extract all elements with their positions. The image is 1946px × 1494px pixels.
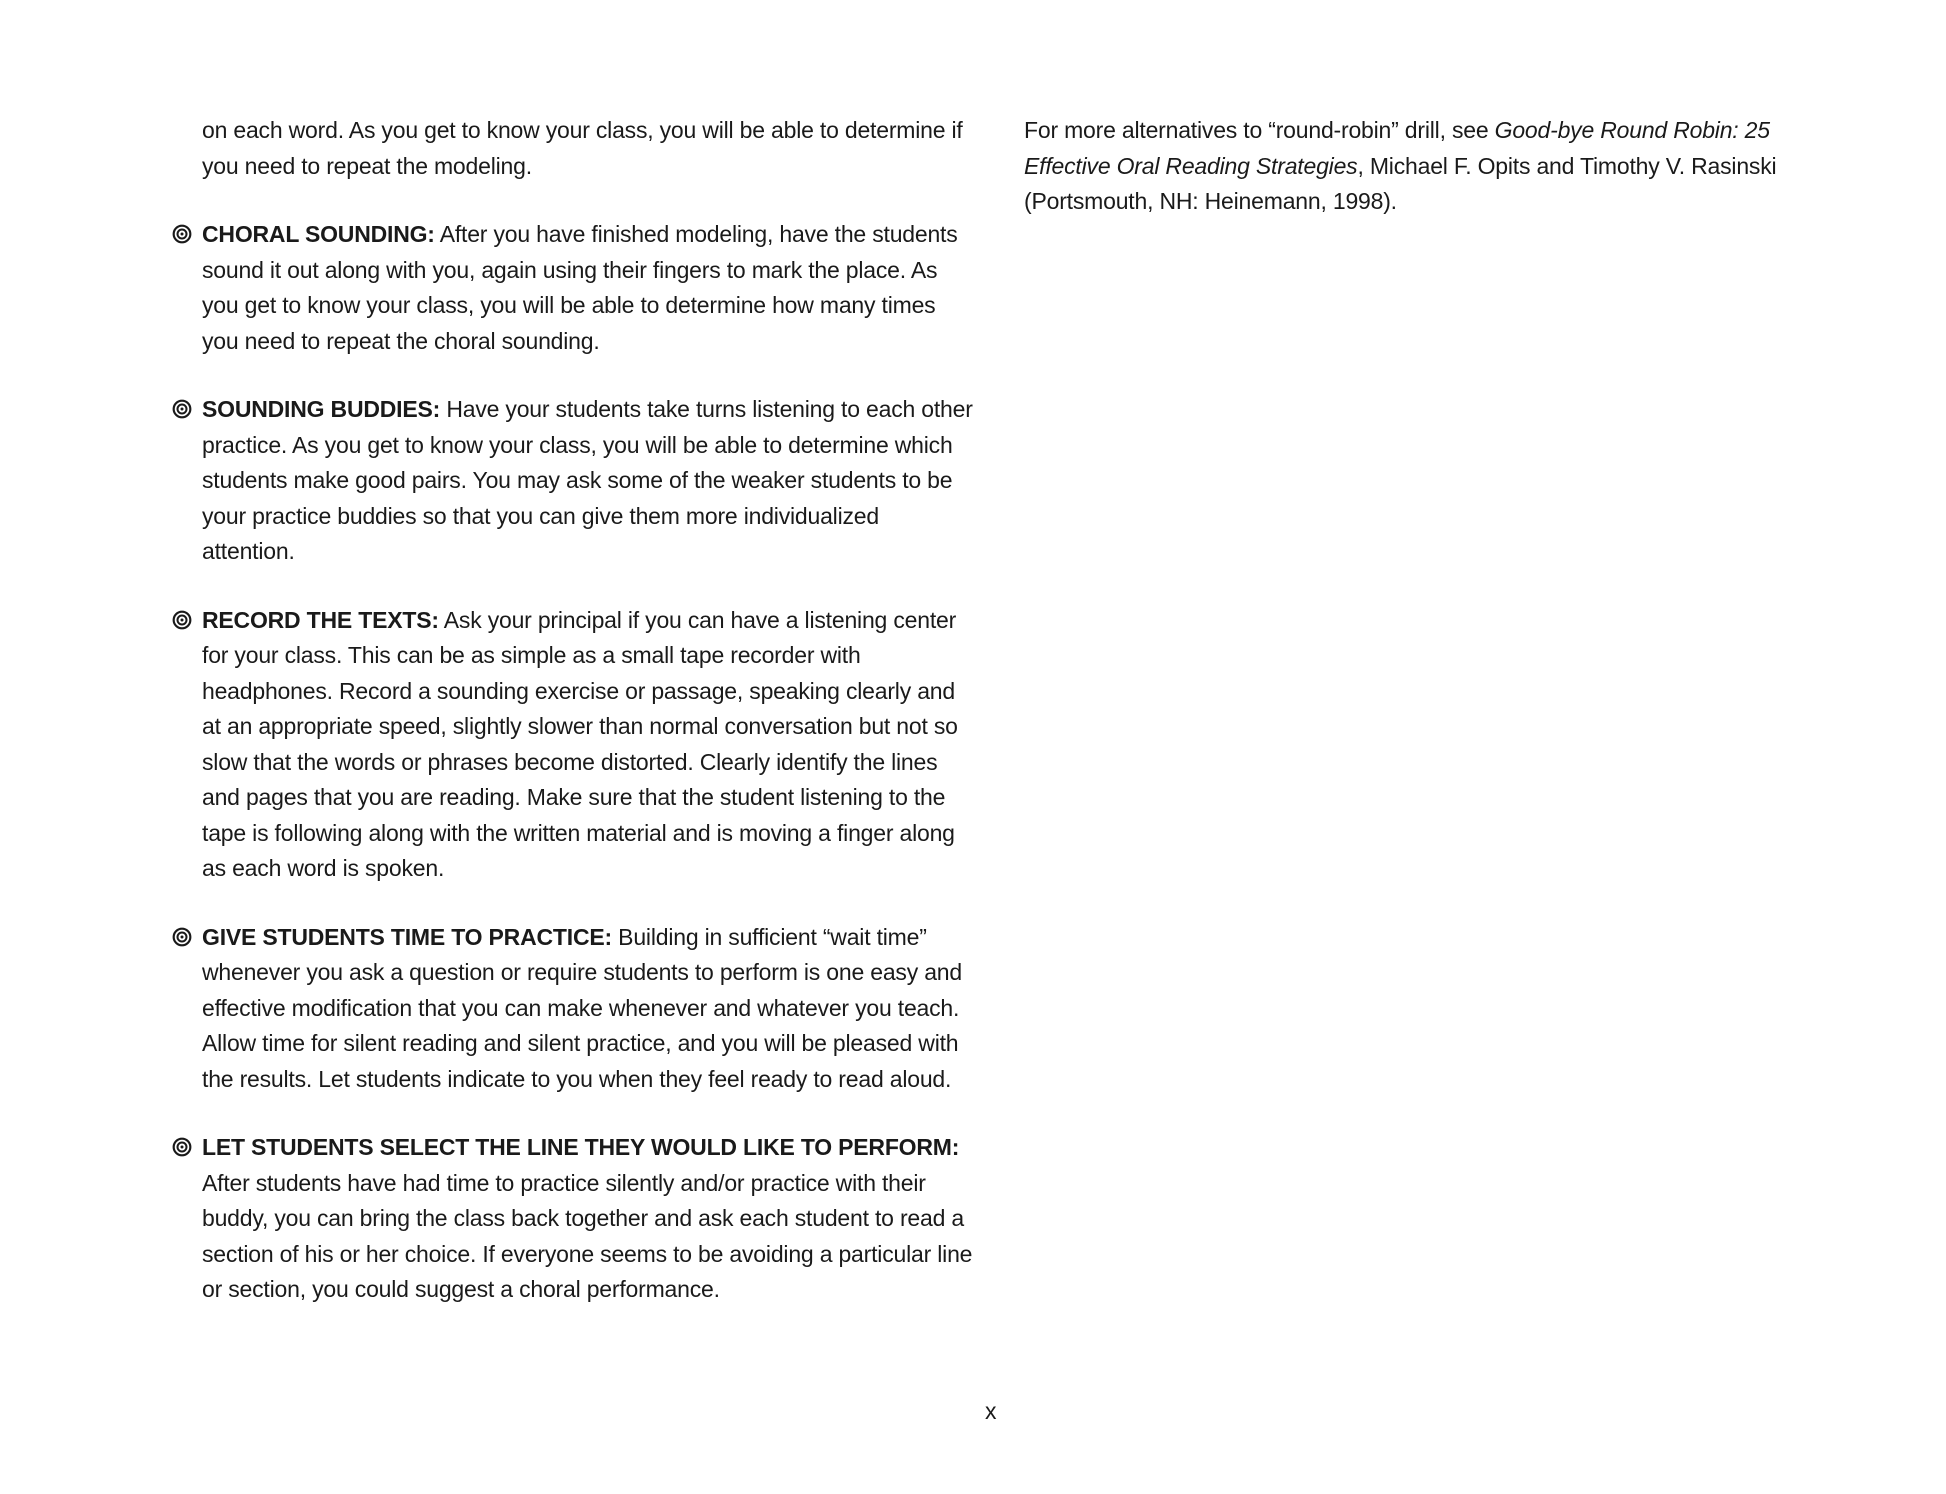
left-text-column: [162, 113, 974, 1308]
reference-book-title: Good-bye Round Robin: 25 Effective Oral Reading Strategies: [1024, 117, 1770, 179]
list-item: [162, 392, 974, 570]
item-body: Ask your principal if you can have a listening center for your class. This can be as simple as a small tape recorder with headphones. Record a sounding exercise or passage, speaking clearly and at an appropriate speed, slightly slower than normal conversation but not so slow that the words or phrases become distorted. Clearly identify the lines and pages that you are reading. Make sure that the student listening to the tape is following along with the written material and is moving a finger along as each word is spoken.: [202, 606, 958, 881]
reference-paragraph: [1024, 113, 1806, 220]
list-item: [162, 217, 974, 359]
reference-prefix: For more alternatives to “round-robin” drill, see: [1024, 117, 1495, 143]
bullseye-icon: [172, 610, 192, 630]
page-number: x: [985, 1398, 997, 1424]
right-text-column: [1024, 113, 1806, 220]
list-item: [162, 603, 974, 887]
bullseye-icon: [172, 399, 192, 419]
item-body: After you have finished modeling, have the students sound it out along with you, again using their fingers to mark the place. As you get to know your class, you will be able to determine how many times you need to repeat the choral sounding.: [202, 221, 958, 354]
item-label: CHORAL SOUNDING:: [202, 221, 435, 247]
bullseye-icon: [172, 927, 192, 947]
item-label: RECORD THE TEXTS:: [202, 606, 439, 633]
list-item: [162, 1130, 974, 1308]
item-body: After students have had time to practice silently and/or practice with their buddy, you can bring the class back together and ask each student to read a section of his or her choice. If everyone seems to be avoiding a particular line or section, you could suggest a choral performance.: [202, 1169, 973, 1302]
list-item: [162, 920, 974, 1098]
bullseye-icon: [172, 224, 192, 244]
item-label: SOUNDING BUDDIES:: [202, 396, 441, 422]
item-label: LET STUDENTS SELECT THE LINE THEY WOULD LIKE TO PERFORM:: [202, 1134, 960, 1160]
bullseye-icon: [172, 1137, 192, 1157]
reference-suffix: , Michael F. Opits and Timothy V. Rasinski (Portsmouth, NH: Heinemann, 1998).: [1024, 152, 1777, 214]
continuation-paragraph: on each word. As you get to know your class, you will be able to determine if you need to repeat the modeling.: [202, 117, 963, 179]
item-body: Building in sufficient “wait time” whenever you ask a question or require students to perform is one easy and effective modification that you can make whenever and whatever you teach. Allow time for silent reading and silent practice, and you will be pleased with the results. Let students indicate to you when they feel ready to read aloud.: [202, 923, 962, 1092]
item-label: GIVE STUDENTS TIME TO PRACTICE:: [202, 923, 612, 950]
item-body: Have your students take turns listening to each other practice. As you get to know your class, you will be able to determine which students make good pairs. You may ask some of the weaker students to be your practice buddies so that you can give them more individualized attention.: [202, 396, 973, 564]
